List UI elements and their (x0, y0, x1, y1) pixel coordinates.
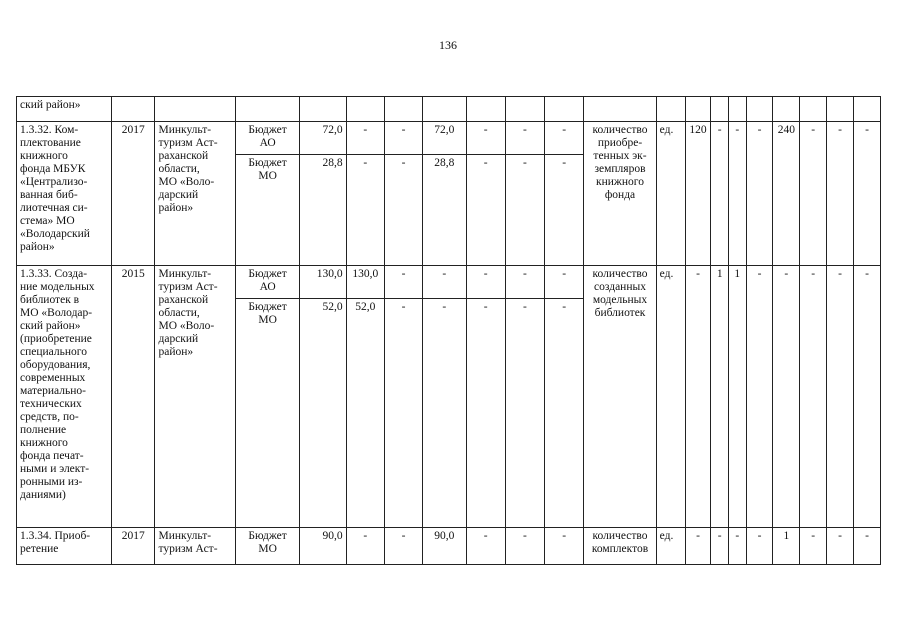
target-value-cell: - (854, 266, 881, 528)
funding-value-cell: - (423, 266, 466, 299)
unit-cell: ед. (656, 122, 685, 266)
target-value-cell: - (800, 266, 827, 528)
funding-value-cell: - (384, 122, 422, 155)
funding-value-cell: - (505, 122, 544, 155)
funding-value-cell: 90,0 (300, 528, 347, 565)
target-value-cell: - (773, 266, 800, 528)
measure-name-cell: 1.3.34. Приоб- ретение (17, 528, 112, 565)
funding-value-cell: - (384, 266, 422, 299)
funding-value-cell: 52,0 (346, 299, 384, 528)
measure-name-cell: 1.3.32. Ком- плектование книжного фонда МБУК «Централизо- ванная биб- лиотечная си- стема» МО «Володарский район» (17, 122, 112, 266)
year-cell: 2017 (112, 122, 155, 266)
funding-value-cell: 52,0 (300, 299, 347, 528)
target-value-cell: - (746, 528, 773, 565)
funding-value-cell: - (545, 122, 584, 155)
funding-value-cell: - (423, 299, 466, 528)
funding-value-cell: - (466, 528, 505, 565)
target-value-cell: 1 (773, 528, 800, 565)
funding-value-cell: - (505, 299, 544, 528)
target-value-cell: - (854, 528, 881, 565)
funding-value-cell: 90,0 (423, 528, 466, 565)
target-value-cell: - (746, 122, 773, 266)
funding-value-cell: - (466, 155, 505, 266)
funding-value-cell: - (505, 266, 544, 299)
year-cell: 2015 (112, 266, 155, 528)
funding-value-cell: - (346, 122, 384, 155)
indicator-cell: количество приобре- тенных эк- земпляров книжного фонда (584, 122, 656, 266)
funding-value-cell: 28,8 (300, 155, 347, 266)
target-value-cell: - (800, 122, 827, 266)
target-value-cell: - (746, 266, 773, 528)
funding-value-cell: - (466, 122, 505, 155)
funding-value-cell: - (545, 299, 584, 528)
funding-value-cell: 72,0 (423, 122, 466, 155)
target-value-cell: - (729, 122, 747, 266)
funding-value-cell: - (384, 155, 422, 266)
table-row (17, 122, 881, 155)
funding-value-cell: 28,8 (423, 155, 466, 266)
target-value-cell: - (854, 122, 881, 266)
target-value-cell: - (711, 122, 729, 266)
executor-cell: Минкульт- туризм Аст- раханской области, МО «Воло- дарский район» (155, 266, 236, 528)
funding-value-cell: 72,0 (300, 122, 347, 155)
measure-name-cell: ский район» (17, 97, 112, 122)
measure-name-cell: 1.3.33. Созда- ние модельных библиотек в МО «Володар- ский район» (приобретение специального оборудования, современных материально- технических средств, по- полнение книжного фонда печат- ными и элект- ронными из- даниями) (17, 266, 112, 528)
funding-source-cell: Бюджет АО (236, 122, 300, 155)
executor-cell: Минкульт- туризм Аст- (155, 528, 236, 565)
indicator-cell: количество комплектов (584, 528, 656, 565)
funding-value-cell: - (346, 155, 384, 266)
target-value-cell: 120 (685, 122, 711, 266)
funding-value-cell: - (505, 155, 544, 266)
target-value-cell: 1 (711, 266, 729, 528)
page-number: 136 (439, 38, 457, 52)
funding-value-cell: - (384, 528, 422, 565)
unit-cell: ед. (656, 266, 685, 528)
target-value-cell: - (827, 122, 854, 266)
indicator-cell: количество созданных модельных библиотек (584, 266, 656, 528)
funding-source-cell: Бюджет МО (236, 155, 300, 266)
target-value-cell: - (711, 528, 729, 565)
unit-cell: ед. (656, 528, 685, 565)
target-value-cell: 1 (729, 266, 747, 528)
target-value-cell: - (685, 528, 711, 565)
funding-value-cell: - (466, 266, 505, 299)
target-value-cell: - (827, 266, 854, 528)
target-value-cell: 240 (773, 122, 800, 266)
funding-value-cell: - (545, 266, 584, 299)
funding-value-cell: 130,0 (300, 266, 347, 299)
funding-source-cell: Бюджет МО (236, 528, 300, 565)
target-value-cell: - (800, 528, 827, 565)
funding-value-cell: - (545, 528, 584, 565)
target-value-cell: - (729, 528, 747, 565)
target-value-cell: - (685, 266, 711, 528)
funding-value-cell: - (505, 528, 544, 565)
funding-value-cell: 130,0 (346, 266, 384, 299)
funding-value-cell: - (384, 299, 422, 528)
continuation-row (17, 97, 881, 122)
target-value-cell: - (827, 528, 854, 565)
table-row (17, 266, 881, 299)
funding-value-cell: - (545, 155, 584, 266)
executor-cell: Минкульт- туризм Аст- раханской области, МО «Воло- дарский район» (155, 122, 236, 266)
funding-source-cell: Бюджет АО (236, 266, 300, 299)
year-cell: 2017 (112, 528, 155, 565)
table-row (17, 528, 881, 565)
program-table (16, 96, 881, 565)
funding-value-cell: - (346, 528, 384, 565)
funding-source-cell: Бюджет МО (236, 299, 300, 528)
funding-value-cell: - (466, 299, 505, 528)
